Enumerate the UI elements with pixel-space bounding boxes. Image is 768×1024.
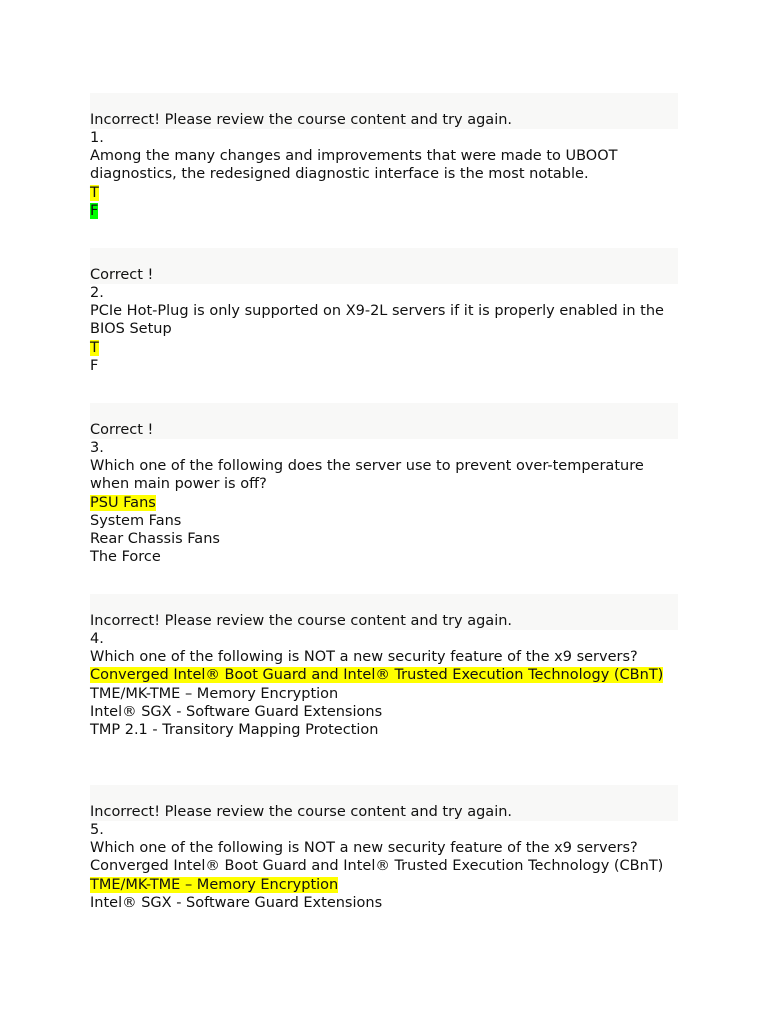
result-status: Correct !	[90, 422, 154, 438]
question-block-5	[90, 785, 678, 912]
result-banner	[90, 785, 678, 821]
question-prompt: Which one of the following does the server use to prevent over-temperature when main power is off?	[90, 458, 644, 493]
answer-option-text: F	[90, 357, 99, 374]
answer-option	[90, 548, 678, 566]
result-status: Incorrect! Please review the course content and try again.	[90, 613, 513, 629]
answer-option	[90, 339, 678, 357]
answer-option-text: Converged Intel® Boot Guard and Intel® Trusted Execution Technology (CBnT)	[90, 858, 664, 875]
question-block-4	[90, 594, 678, 739]
answer-option-text: T	[90, 184, 99, 201]
answer-option-text: Rear Chassis Fans	[90, 531, 220, 548]
answer-option	[90, 357, 678, 375]
result-banner	[90, 594, 678, 630]
answer-option	[90, 184, 678, 202]
answer-option	[90, 666, 678, 684]
question-block-1	[90, 93, 678, 220]
answer-option-text: TMP 2.1 - Transitory Mapping Protection	[90, 722, 379, 739]
answer-option-text: F	[90, 202, 99, 219]
answer-option-text: System Fans	[90, 512, 182, 529]
result-banner	[90, 403, 678, 439]
answer-option	[90, 202, 678, 220]
result-status: Correct !	[90, 267, 154, 283]
answer-option	[90, 685, 678, 703]
answer-option	[90, 857, 678, 875]
answer-option	[90, 530, 678, 548]
answer-option-text: Intel® SGX - Software Guard Extensions	[90, 703, 383, 720]
question-prompt: PCIe Hot-Plug is only supported on X9-2L servers if it is properly enabled in the BIOS Setup	[90, 303, 664, 338]
result-banner	[90, 93, 678, 129]
answer-option	[90, 876, 678, 894]
question-number: 4.	[90, 631, 104, 647]
question-number: 1.	[90, 130, 104, 146]
answer-option-text: TME/MK-TME – Memory Encryption	[90, 685, 339, 702]
question-block-2	[90, 248, 678, 375]
answer-option	[90, 894, 678, 912]
result-status: Incorrect! Please review the course content and try again.	[90, 804, 513, 820]
answer-option-text: Intel® SGX - Software Guard Extensions	[90, 894, 383, 911]
answer-option	[90, 721, 678, 739]
answer-option-text: The Force	[90, 549, 161, 566]
answer-option-text: Converged Intel® Boot Guard and Intel® Trusted Execution Technology (CBnT)	[90, 667, 664, 684]
question-prompt: Among the many changes and improvements that were made to UBOOT diagnostics, the redesigned diagnostic interface is the most notable.	[90, 148, 618, 183]
question-number: 5.	[90, 822, 104, 838]
answer-option-text: PSU Fans	[90, 494, 156, 511]
question-number: 2.	[90, 285, 104, 301]
question-prompt: Which one of the following is NOT a new security feature of the x9 servers?	[90, 649, 638, 666]
answer-option-text: TME/MK-TME – Memory Encryption	[90, 876, 339, 893]
answer-option	[90, 512, 678, 530]
question-number: 3.	[90, 440, 104, 456]
answer-option-text: T	[90, 339, 99, 356]
result-status: Incorrect! Please review the course content and try again.	[90, 112, 513, 128]
result-banner	[90, 248, 678, 284]
question-block-3	[90, 403, 678, 566]
question-prompt: Which one of the following is NOT a new security feature of the x9 servers?	[90, 840, 638, 857]
answer-option	[90, 703, 678, 721]
answer-option	[90, 494, 678, 512]
